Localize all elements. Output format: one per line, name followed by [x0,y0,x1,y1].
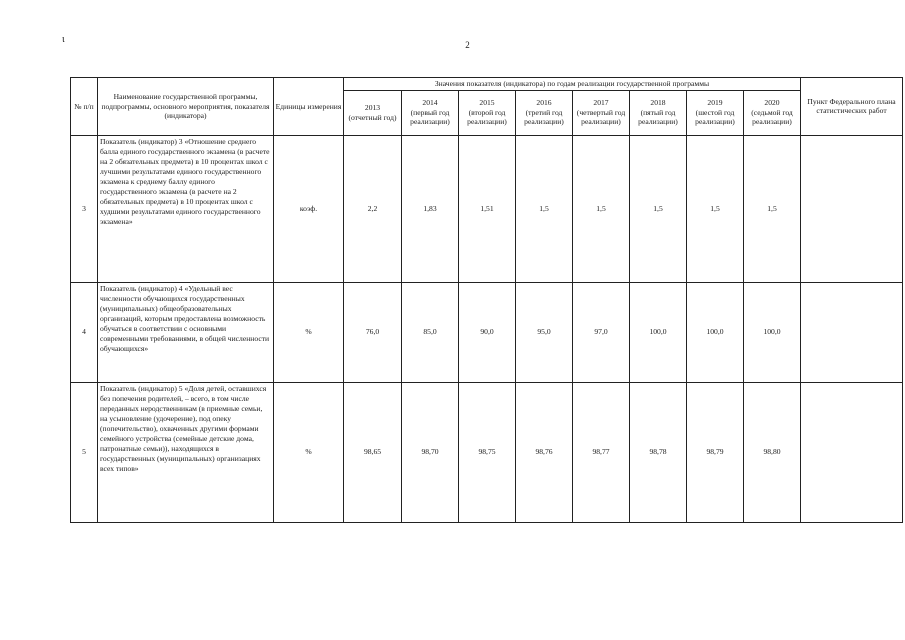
value-cell: 98,80 [744,382,801,522]
value-cell: 98,76 [516,382,573,522]
header-year-number: 2017 [593,98,609,108]
value-cell: 1,5 [630,135,687,282]
value-cell: 98,65 [344,382,402,522]
value-cell: 2,2 [344,135,402,282]
row-number: 3 [71,135,98,282]
header-year [344,90,402,135]
header-year [516,90,573,135]
corner-mark: ι [62,34,65,45]
indicators-table [70,77,903,523]
plan-cell [801,282,903,382]
unit-cell: % [274,282,344,382]
row-number: 4 [71,282,98,382]
page-number: 2 [465,40,470,50]
header-year [459,90,516,135]
header-year-note: (отчетный год) [348,112,397,122]
header-year-number: 2019 [707,98,723,108]
header-unit: Единицы измерения [274,78,344,136]
header-year-note: (шестой год реализации) [695,107,735,127]
value-cell: 98,75 [459,382,516,522]
value-cell: 1,51 [459,135,516,282]
value-cell: 1,83 [402,135,459,282]
value-cell: 1,5 [573,135,630,282]
header-year-number: 2020 [764,98,780,108]
value-cell: 100,0 [744,282,801,382]
value-cell: 95,0 [516,282,573,382]
value-cell: 1,5 [516,135,573,282]
header-no: № п/п [71,78,98,136]
row-number: 5 [71,382,98,522]
value-cell: 1,5 [744,135,801,282]
header-year-note: (третий год реализации) [524,107,564,127]
value-cell: 98,77 [573,382,630,522]
header-year-number: 2015 [479,98,495,108]
unit-cell: коэф. [274,135,344,282]
header-year-number: 2014 [422,98,438,108]
value-cell: 100,0 [630,282,687,382]
header-year-note: (второй год реализации) [467,107,507,127]
header-year [402,90,459,135]
header-year-note: (четвертый год реализации) [576,107,626,127]
header-year [687,90,744,135]
plan-cell [801,382,903,522]
header-year-number: 2018 [650,98,666,108]
header-plan: Пункт Федерального плана статистических работ [801,78,903,136]
unit-cell: % [274,382,344,522]
table-row [71,382,903,522]
plan-cell [801,135,903,282]
header-values-group: Значения показателя (индикатора) по годам реализации государственной программы [344,78,801,91]
value-cell: 85,0 [402,282,459,382]
table-row [71,135,903,282]
value-cell: 100,0 [687,282,744,382]
value-cell: 98,79 [687,382,744,522]
header-year-note: (пятый год реализации) [638,107,678,127]
header-year-note: (первый год реализации) [410,107,450,127]
value-cell: 90,0 [459,282,516,382]
header-year [744,90,801,135]
header-year [630,90,687,135]
value-cell: 98,78 [630,382,687,522]
header-year [573,90,630,135]
value-cell: 98,70 [402,382,459,522]
indicator-name: Показатель (индикатор) 5 «Доля детей, оставшихся без попечения родителей, – всего, в том числе переданных неродственникам (в приемные семьи, на усыновление (удочерение), под опеку (попечительство), охваченных другими формами семейного устройства (семейные детские дома, патронатные семьи)), находящихся в государственных (муниципальных) организациях всех типов» [98,382,274,522]
value-cell: 76,0 [344,282,402,382]
header-name: Наименование государственной программы, подпрограммы, основного мероприятия, показателя (индикатора) [98,78,274,136]
value-cell: 97,0 [573,282,630,382]
header-year-note: (седьмой год реализации) [751,107,793,127]
indicator-name: Показатель (индикатор) 3 «Отношение среднего балла единого государственного экзамена (в расчете на 2 обязательных предмета) в 10 процентах школ с лучшими результатами единого государственного экзамена к среднему баллу единого государственного экзамена (в расчете на 2 обязательных предмета) в 10 процентах школ с худшими результатами единого государственного экзамена» [98,135,274,282]
header-year-number: 2016 [536,98,552,108]
indicator-name: Показатель (индикатор) 4 «Удельный вес численности обучающихся государственных (муниципальных) общеобразовательных организаций, которым предоставлена возможность обучаться в соответствии с основными современными требованиями, в общей численности обучающихся» [98,282,274,382]
value-cell: 1,5 [687,135,744,282]
table-row [71,282,903,382]
header-year-number: 2013 [364,103,381,112]
